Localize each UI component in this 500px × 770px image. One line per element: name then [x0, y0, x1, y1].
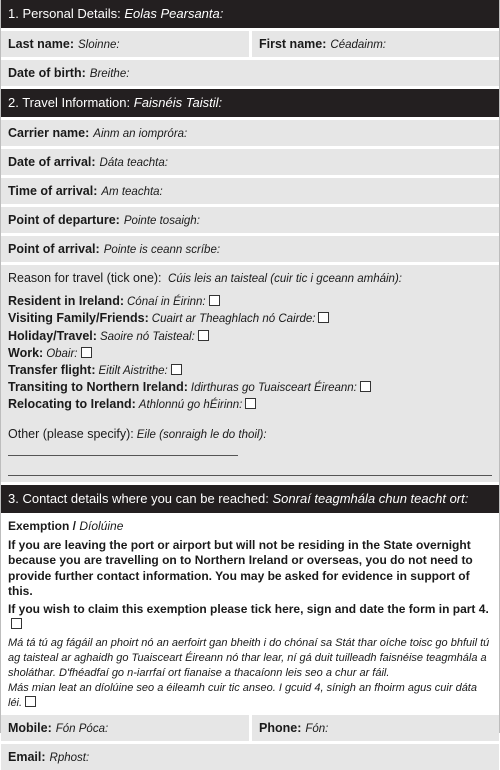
other-specify-input[interactable] [8, 443, 238, 456]
exemption-heading-irish: Díolúine [79, 519, 124, 534]
exemption-claim-text: If you wish to claim this exemption please tick here, sign and date the form in part 4. [8, 601, 489, 616]
holiday-checkbox[interactable] [198, 330, 209, 341]
field-label: Point of departure: [8, 213, 120, 227]
field-label: Point of arrival: [8, 242, 100, 256]
other-specify-line[interactable] [8, 463, 492, 476]
option-label-irish: Cuairt ar Theaghlach nó Cairde: [151, 313, 316, 326]
section-title-irish: Sonraí teagmhála chun teacht ort: [272, 491, 469, 507]
field-label-irish: Dáta teachta: [99, 157, 168, 169]
section-contact-details-header [1, 485, 499, 513]
field-label-irish: Céadainm: [330, 39, 387, 51]
option-label-irish: Idirthuras go Tuaisceart Éireann: [190, 382, 357, 395]
relocating-checkbox[interactable] [245, 398, 256, 409]
option-label: Visiting Family/Friends: [8, 311, 149, 326]
field-label: Time of arrival: [8, 184, 98, 198]
field-label-irish: Sloinne: [78, 39, 120, 51]
field-label: Last name: [8, 37, 74, 51]
exemption-block [1, 513, 499, 715]
field-label: First name: [259, 37, 327, 51]
reason-option-holiday [8, 328, 492, 345]
field-label-irish: Pointe tosaigh: [123, 215, 200, 227]
field-label-irish: Fón: [305, 722, 329, 735]
option-label: Other (please specify): [8, 426, 134, 441]
resident-checkbox[interactable] [209, 295, 220, 306]
field-label-irish: Rphost: [49, 751, 90, 764]
exemption-paragraph-irish: Má tá tú ag fágáil an phoirt nó an aerfoirt gan bheith i do chónaí sa Stát thar oíche toisc go bhfuil tú ag taisteal ar aghaidh go Tuaisceart Éireann nó thar lear, ní gá duit tuilleadh faisnéise teagmhála a sholáthar. D'fhéadfaí go n-iarrfaí ort fianaise a thacaíonn leis seo a chur ar fáil. [8, 636, 490, 679]
reason-option-transiting [8, 379, 492, 396]
option-label-irish: Eitilt Aistrithe: [98, 365, 168, 378]
reason-option-other [8, 426, 492, 459]
reason-title-irish: Cúis leis an taisteal (cuir tic i gceann amháin): [168, 273, 402, 285]
field-label: Carrier name: [8, 126, 90, 140]
field-label: Phone: [259, 720, 302, 735]
section-title: 2. Travel Information: [8, 95, 131, 110]
reason-option-visiting [8, 310, 492, 327]
transfer-checkbox[interactable] [171, 364, 182, 375]
reason-title-en: Reason for travel (tick one): [8, 271, 162, 285]
section-title-irish: Eolas Pearsanta: [124, 6, 224, 21]
reason-option-relocating [8, 396, 492, 413]
reason-for-travel-block [1, 265, 499, 482]
section-title-irish: Faisnéis Taistil: [133, 95, 223, 110]
option-label-irish: Saoire nó Taisteal: [99, 330, 195, 343]
point-of-departure-field[interactable] [1, 207, 499, 233]
option-label-irish: Eile (sonraigh le do thoil): [136, 428, 267, 441]
exemption-checkbox-irish[interactable] [25, 696, 36, 707]
field-label: Mobile: [8, 720, 52, 735]
exemption-paragraph: If you are leaving the port or airport but will not be residing in the State overnight because you are travelling on to Northern Ireland or overseas, you do not need to provide further contact information. You may be asked for evidence in support of this. [8, 537, 473, 599]
first-name-field[interactable] [252, 31, 499, 57]
exemption-checkbox[interactable] [11, 618, 22, 629]
exemption-claim-text-irish: Más mian leat an díolúine seo a éileamh cuir tic anseo. I gcuid 4, sínigh an fhoirm agus cuir dáta léi. [8, 681, 477, 709]
option-label: Transfer flight: [8, 363, 96, 378]
field-label-irish: Breithe: [89, 68, 130, 80]
field-label-irish: Fón Póca: [55, 722, 109, 735]
option-label-irish: Athlonnú go hÉirinn: [138, 399, 243, 412]
option-label-irish: Cónaí in Éirinn: [127, 296, 206, 309]
reason-option-work [8, 345, 492, 362]
option-label: Transiting to Northern Ireland: [8, 380, 188, 395]
phone-field[interactable] [252, 715, 499, 741]
reason-option-resident [8, 293, 492, 310]
option-label: Resident in Ireland: [8, 294, 124, 309]
visiting-checkbox[interactable] [318, 312, 329, 323]
field-label: Date of arrival: [8, 155, 96, 169]
field-label: Date of birth: [8, 66, 86, 80]
date-of-birth-field[interactable] [1, 60, 499, 86]
time-of-arrival-field[interactable] [1, 178, 499, 204]
mobile-field[interactable] [1, 715, 249, 741]
field-label-irish: Pointe is ceann scríbe: [103, 244, 221, 256]
email-field[interactable] [1, 744, 499, 770]
section-title: 3. Contact details where you can be reached: [8, 491, 269, 507]
last-name-field[interactable] [1, 31, 249, 57]
field-label-irish: Ainm an iompróra: [93, 128, 188, 140]
field-label: Email: [8, 749, 46, 764]
reason-option-transfer [8, 362, 492, 379]
option-label: Holiday/Travel: [8, 328, 97, 343]
date-of-arrival-field[interactable] [1, 149, 499, 175]
section-travel-information-header [1, 89, 499, 117]
carrier-name-field[interactable] [1, 120, 499, 146]
option-label: Work: [8, 345, 44, 360]
exemption-heading: Exemption / [8, 519, 77, 534]
reason-title [8, 270, 492, 287]
option-label: Relocating to Ireland: [8, 397, 136, 412]
transiting-checkbox[interactable] [360, 381, 371, 392]
section-personal-details-header [1, 0, 499, 28]
field-label-irish: Am teachta: [101, 186, 163, 198]
option-label-irish: Obair: [46, 347, 78, 360]
work-checkbox[interactable] [81, 347, 92, 358]
point-of-arrival-field[interactable] [1, 236, 499, 262]
section-title: 1. Personal Details: [8, 6, 121, 21]
